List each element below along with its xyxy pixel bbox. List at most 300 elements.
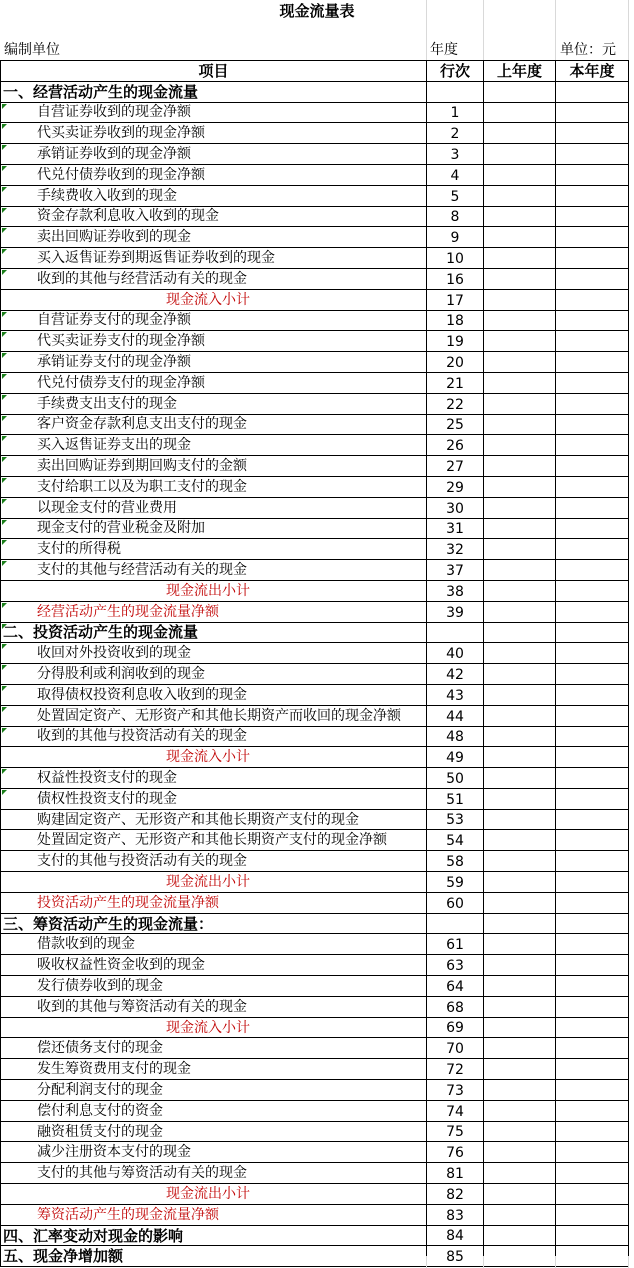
last-year-cell[interactable] <box>484 788 556 809</box>
last-year-cell[interactable] <box>484 1017 556 1038</box>
table-row <box>1 601 629 622</box>
table-row <box>1 934 629 955</box>
table-row <box>1 227 629 248</box>
this-year-cell[interactable] <box>556 1204 629 1225</box>
line-no-cell[interactable]: 74 <box>427 1100 484 1121</box>
last-year-cell[interactable] <box>484 518 556 539</box>
item-cell[interactable] <box>1 872 427 893</box>
last-year-cell[interactable] <box>484 1059 556 1080</box>
last-year-cell[interactable] <box>484 1204 556 1225</box>
this-year-cell[interactable] <box>556 809 629 830</box>
line-no-cell[interactable]: 72 <box>427 1059 484 1080</box>
item-label: 卖出回购证券收到的现金 <box>37 229 191 246</box>
line-no-cell[interactable]: 16 <box>427 268 484 289</box>
item-cell[interactable] <box>1 643 427 664</box>
this-year-cell[interactable] <box>556 1017 629 1038</box>
unit-label[interactable]: 编制单位 <box>4 42 60 58</box>
this-year-cell[interactable] <box>556 435 629 456</box>
line-no-cell[interactable]: 75 <box>427 1121 484 1142</box>
table-row <box>1 955 629 976</box>
last-year-cell[interactable] <box>484 372 556 393</box>
item-label: 代兑付债券支付的现金净额 <box>37 374 205 391</box>
item-cell[interactable] <box>1 539 427 560</box>
item-cell[interactable] <box>1 164 427 185</box>
line-no-cell[interactable]: 76 <box>427 1142 484 1163</box>
line-no-cell[interactable] <box>427 913 484 934</box>
last-year-cell[interactable] <box>484 144 556 165</box>
last-year-cell[interactable] <box>484 248 556 269</box>
this-year-cell[interactable] <box>556 768 629 789</box>
line-no-cell[interactable]: 63 <box>427 955 484 976</box>
item-cell[interactable] <box>1 518 427 539</box>
item-cell[interactable] <box>1 684 427 705</box>
this-year-cell[interactable] <box>556 788 629 809</box>
currency-label[interactable]: 单位：元 <box>560 42 616 58</box>
this-year-cell[interactable] <box>556 331 629 352</box>
last-year-cell[interactable] <box>484 1080 556 1101</box>
this-year-cell[interactable] <box>556 352 629 373</box>
table-row <box>1 1038 629 1059</box>
last-year-cell[interactable] <box>484 664 556 685</box>
item-label: 处置固定资产、无形资产和其他长期资产而收回的现金净额 <box>37 707 401 724</box>
this-year-cell[interactable] <box>556 518 629 539</box>
item-label: 处置固定资产、无形资产和其他长期资产支付的现金净额 <box>37 832 387 849</box>
item-cell[interactable] <box>1 476 427 497</box>
cell-note-marker-icon <box>2 624 7 629</box>
line-no-cell[interactable]: 83 <box>427 1204 484 1225</box>
item-cell[interactable] <box>1 435 427 456</box>
item-cell[interactable] <box>1 144 427 165</box>
last-year-cell[interactable] <box>484 539 556 560</box>
last-year-cell[interactable] <box>484 185 556 206</box>
item-cell[interactable] <box>1 414 427 435</box>
item-cell[interactable] <box>1 934 427 955</box>
last-year-cell[interactable] <box>484 601 556 622</box>
item-cell[interactable] <box>1 1225 427 1246</box>
item-cell[interactable] <box>1 1246 427 1267</box>
item-label: 收到的其他与经营活动有关的现金 <box>37 270 247 287</box>
item-label: 取得债权投资利息收入收到的现金 <box>37 686 247 703</box>
item-cell[interactable] <box>1 622 427 643</box>
last-year-cell[interactable] <box>484 456 556 477</box>
col-header-last-year[interactable]: 上年度 <box>484 61 556 82</box>
last-year-cell[interactable] <box>484 1038 556 1059</box>
line-no-cell[interactable]: 60 <box>427 892 484 913</box>
line-no-cell[interactable]: 70 <box>427 1038 484 1059</box>
last-year-cell[interactable] <box>484 414 556 435</box>
col-header-item[interactable]: 项目 <box>1 61 427 82</box>
this-year-cell[interactable] <box>556 1142 629 1163</box>
item-cell[interactable] <box>1 227 427 248</box>
this-year-cell[interactable] <box>556 102 629 123</box>
table-row <box>1 518 629 539</box>
item-label: 发行债券收到的现金 <box>37 977 163 994</box>
line-no-cell[interactable]: 48 <box>427 726 484 747</box>
table-row <box>1 310 629 331</box>
cell-note-marker-icon <box>2 644 7 649</box>
last-year-cell[interactable] <box>484 206 556 227</box>
item-cell[interactable] <box>1 185 427 206</box>
item-cell[interactable] <box>1 830 427 851</box>
item-cell[interactable] <box>1 1038 427 1059</box>
item-label: 现金支付的营业税金及附加 <box>37 520 205 537</box>
last-year-cell[interactable] <box>484 81 556 102</box>
line-no-cell[interactable]: 82 <box>427 1184 484 1205</box>
last-year-cell[interactable] <box>484 851 556 872</box>
item-cell[interactable] <box>1 1080 427 1101</box>
table-row <box>1 1184 629 1205</box>
cell-note-marker-icon <box>2 769 7 774</box>
item-cell[interactable] <box>1 497 427 518</box>
this-year-cell[interactable] <box>556 643 629 664</box>
item-cell[interactable] <box>1 768 427 789</box>
this-year-cell[interactable] <box>556 664 629 685</box>
line-no-cell[interactable]: 1 <box>427 102 484 123</box>
this-year-cell[interactable] <box>556 123 629 144</box>
this-year-cell[interactable] <box>556 747 629 768</box>
table-row <box>1 705 629 726</box>
last-year-cell[interactable] <box>484 123 556 144</box>
last-year-cell[interactable] <box>484 1100 556 1121</box>
line-no-cell[interactable]: 40 <box>427 643 484 664</box>
cell-note-marker-icon <box>2 436 7 441</box>
item-label: 购建固定资产、无形资产和其他长期资产支付的现金 <box>37 811 359 828</box>
item-label: 收到的其他与投资活动有关的现金 <box>37 728 247 745</box>
this-year-cell[interactable] <box>556 726 629 747</box>
this-year-cell[interactable] <box>556 705 629 726</box>
line-no-cell[interactable] <box>427 81 484 102</box>
line-no-cell[interactable]: 84 <box>427 1225 484 1246</box>
this-year-cell[interactable] <box>556 372 629 393</box>
this-year-cell[interactable] <box>556 268 629 289</box>
item-cell[interactable] <box>1 1121 427 1142</box>
last-year-cell[interactable] <box>484 726 556 747</box>
item-cell[interactable] <box>1 372 427 393</box>
table-row <box>1 1225 629 1246</box>
this-year-cell[interactable] <box>556 476 629 497</box>
table-row <box>1 768 629 789</box>
cell-note-marker-icon <box>2 270 7 275</box>
line-no-cell[interactable]: 10 <box>427 248 484 269</box>
this-year-cell[interactable] <box>556 393 629 414</box>
line-no-cell[interactable]: 38 <box>427 580 484 601</box>
this-year-cell[interactable] <box>556 144 629 165</box>
col-header-this-year[interactable]: 本年度 <box>556 61 629 82</box>
item-label: 债权性投资支付的现金 <box>37 790 177 807</box>
this-year-cell[interactable] <box>556 1163 629 1184</box>
line-no-cell[interactable]: 32 <box>427 539 484 560</box>
cell-note-marker-icon <box>2 707 7 712</box>
last-year-cell[interactable] <box>484 331 556 352</box>
table-row <box>1 123 629 144</box>
cell-note-marker-icon <box>2 187 7 192</box>
line-no-cell[interactable]: 37 <box>427 560 484 581</box>
line-no-cell[interactable]: 30 <box>427 497 484 518</box>
table-row <box>1 414 629 435</box>
table-row <box>1 1246 629 1267</box>
line-no-cell[interactable]: 5 <box>427 185 484 206</box>
last-year-cell[interactable] <box>484 1246 556 1267</box>
this-year-cell[interactable] <box>556 601 629 622</box>
item-cell[interactable] <box>1 1142 427 1163</box>
line-no-cell[interactable]: 53 <box>427 809 484 830</box>
this-year-cell[interactable] <box>556 851 629 872</box>
line-no-cell[interactable]: 26 <box>427 435 484 456</box>
this-year-cell[interactable] <box>556 1080 629 1101</box>
item-cell[interactable] <box>1 705 427 726</box>
last-year-cell[interactable] <box>484 1184 556 1205</box>
last-year-cell[interactable] <box>484 1121 556 1142</box>
line-no-cell[interactable]: 21 <box>427 372 484 393</box>
item-cell[interactable] <box>1 1204 427 1225</box>
item-cell[interactable] <box>1 851 427 872</box>
line-no-cell[interactable] <box>427 622 484 643</box>
this-year-cell[interactable] <box>556 892 629 913</box>
this-year-cell[interactable] <box>556 996 629 1017</box>
line-no-cell[interactable]: 64 <box>427 976 484 997</box>
this-year-cell[interactable] <box>556 1121 629 1142</box>
table-row <box>1 809 629 830</box>
item-cell[interactable] <box>1 289 427 310</box>
cell-note-marker-icon <box>2 208 7 213</box>
last-year-cell[interactable] <box>484 996 556 1017</box>
line-no-cell[interactable]: 68 <box>427 996 484 1017</box>
item-label: 四、汇率变动对现金的影响 <box>3 1226 184 1245</box>
item-cell[interactable] <box>1 1100 427 1121</box>
cell-note-marker-icon <box>2 520 7 525</box>
line-no-cell[interactable]: 29 <box>427 476 484 497</box>
item-cell[interactable] <box>1 331 427 352</box>
item-label: 手续费收入收到的现金 <box>37 187 177 204</box>
line-no-cell[interactable]: 3 <box>427 144 484 165</box>
item-cell[interactable] <box>1 913 427 934</box>
item-cell[interactable] <box>1 268 427 289</box>
item-cell[interactable] <box>1 664 427 685</box>
this-year-cell[interactable] <box>556 248 629 269</box>
line-no-cell[interactable]: 51 <box>427 788 484 809</box>
item-cell[interactable] <box>1 1163 427 1184</box>
item-cell[interactable] <box>1 352 427 373</box>
line-no-cell[interactable]: 69 <box>427 1017 484 1038</box>
cell-note-marker-icon <box>2 249 7 254</box>
last-year-cell[interactable] <box>484 892 556 913</box>
item-cell[interactable] <box>1 393 427 414</box>
item-cell[interactable] <box>1 1017 427 1038</box>
line-no-cell[interactable]: 9 <box>427 227 484 248</box>
gridline <box>628 1256 629 1268</box>
last-year-cell[interactable] <box>484 164 556 185</box>
year-label[interactable]: 年度 <box>430 42 458 58</box>
this-year-cell[interactable] <box>556 289 629 310</box>
last-year-cell[interactable] <box>484 476 556 497</box>
this-year-cell[interactable] <box>556 227 629 248</box>
table-row <box>1 393 629 414</box>
last-year-cell[interactable] <box>484 1142 556 1163</box>
last-year-cell[interactable] <box>484 934 556 955</box>
item-cell[interactable] <box>1 996 427 1017</box>
line-no-cell[interactable]: 42 <box>427 664 484 685</box>
this-year-cell[interactable] <box>556 913 629 934</box>
item-cell[interactable] <box>1 809 427 830</box>
table-row <box>1 560 629 581</box>
item-cell[interactable] <box>1 955 427 976</box>
last-year-cell[interactable] <box>484 747 556 768</box>
last-year-cell[interactable] <box>484 310 556 331</box>
item-cell[interactable] <box>1 747 427 768</box>
item-label: 收到的其他与筹资活动有关的现金 <box>37 998 247 1015</box>
this-year-cell[interactable] <box>556 497 629 518</box>
item-cell[interactable] <box>1 788 427 809</box>
last-year-cell[interactable] <box>484 913 556 934</box>
item-label: 代兑付债券收到的现金净额 <box>37 166 205 183</box>
line-no-cell[interactable]: 73 <box>427 1080 484 1101</box>
item-label: 现金流出小计 <box>166 873 250 890</box>
last-year-cell[interactable] <box>484 830 556 851</box>
item-label: 吸收权益性资金收到的现金 <box>37 957 205 974</box>
item-label: 承销证券收到的现金净额 <box>37 146 191 163</box>
line-no-cell[interactable]: 54 <box>427 830 484 851</box>
line-no-cell[interactable]: 19 <box>427 331 484 352</box>
last-year-cell[interactable] <box>484 768 556 789</box>
table-row <box>1 643 629 664</box>
item-label: 现金流入小计 <box>166 1019 250 1036</box>
line-no-cell[interactable]: 39 <box>427 601 484 622</box>
this-year-cell[interactable] <box>556 830 629 851</box>
line-no-cell[interactable]: 18 <box>427 310 484 331</box>
line-no-cell[interactable]: 81 <box>427 1163 484 1184</box>
last-year-cell[interactable] <box>484 393 556 414</box>
this-year-cell[interactable] <box>556 1184 629 1205</box>
item-label: 现金流入小计 <box>166 749 250 766</box>
cell-note-marker-icon <box>2 312 7 317</box>
last-year-cell[interactable] <box>484 872 556 893</box>
last-year-cell[interactable] <box>484 955 556 976</box>
table-row <box>1 976 629 997</box>
last-year-cell[interactable] <box>484 497 556 518</box>
last-year-cell[interactable] <box>484 976 556 997</box>
item-cell[interactable] <box>1 580 427 601</box>
last-year-cell[interactable] <box>484 560 556 581</box>
this-year-cell[interactable] <box>556 955 629 976</box>
item-cell[interactable] <box>1 892 427 913</box>
last-year-cell[interactable] <box>484 705 556 726</box>
this-year-cell[interactable] <box>556 684 629 705</box>
last-year-cell[interactable] <box>484 622 556 643</box>
this-year-cell[interactable] <box>556 580 629 601</box>
line-no-cell[interactable]: 49 <box>427 747 484 768</box>
line-no-cell[interactable]: 2 <box>427 123 484 144</box>
this-year-cell[interactable] <box>556 164 629 185</box>
line-no-cell[interactable]: 22 <box>427 393 484 414</box>
line-no-cell[interactable]: 8 <box>427 206 484 227</box>
this-year-cell[interactable] <box>556 934 629 955</box>
last-year-cell[interactable] <box>484 289 556 310</box>
item-cell[interactable] <box>1 123 427 144</box>
table-row <box>1 1142 629 1163</box>
last-year-cell[interactable] <box>484 684 556 705</box>
last-year-cell[interactable] <box>484 1225 556 1246</box>
item-cell[interactable] <box>1 560 427 581</box>
last-year-cell[interactable] <box>484 580 556 601</box>
item-cell[interactable] <box>1 1184 427 1205</box>
line-no-cell[interactable]: 20 <box>427 352 484 373</box>
line-no-cell[interactable]: 4 <box>427 164 484 185</box>
this-year-cell[interactable] <box>556 185 629 206</box>
line-no-cell[interactable]: 17 <box>427 289 484 310</box>
line-no-cell[interactable]: 59 <box>427 872 484 893</box>
item-cell[interactable] <box>1 102 427 123</box>
this-year-cell[interactable] <box>556 1246 629 1267</box>
line-no-cell[interactable]: 50 <box>427 768 484 789</box>
line-no-cell[interactable]: 85 <box>427 1246 484 1267</box>
last-year-cell[interactable] <box>484 268 556 289</box>
cell-note-marker-icon <box>2 790 7 795</box>
item-label: 二、投资活动产生的现金流量 <box>3 623 199 642</box>
table-row <box>1 1059 629 1080</box>
item-cell[interactable] <box>1 248 427 269</box>
item-cell[interactable] <box>1 976 427 997</box>
cell-note-marker-icon <box>2 395 7 400</box>
this-year-cell[interactable] <box>556 1225 629 1246</box>
last-year-cell[interactable] <box>484 435 556 456</box>
this-year-cell[interactable] <box>556 976 629 997</box>
cell-note-marker-icon <box>2 728 7 733</box>
line-no-cell[interactable]: 27 <box>427 456 484 477</box>
line-no-cell[interactable]: 31 <box>427 518 484 539</box>
item-cell[interactable] <box>1 456 427 477</box>
item-cell[interactable] <box>1 1059 427 1080</box>
table-row <box>1 913 629 934</box>
item-label: 分配利润支付的现金 <box>37 1081 163 1098</box>
this-year-cell[interactable] <box>556 872 629 893</box>
this-year-cell[interactable] <box>556 539 629 560</box>
line-no-cell[interactable]: 43 <box>427 684 484 705</box>
item-label: 以现金支付的营业费用 <box>37 499 177 516</box>
item-cell[interactable] <box>1 81 427 102</box>
item-cell[interactable] <box>1 206 427 227</box>
this-year-cell[interactable] <box>556 1038 629 1059</box>
this-year-cell[interactable] <box>556 1059 629 1080</box>
this-year-cell[interactable] <box>556 560 629 581</box>
this-year-cell[interactable] <box>556 414 629 435</box>
line-no-cell[interactable]: 44 <box>427 705 484 726</box>
line-no-cell[interactable]: 61 <box>427 934 484 955</box>
item-cell[interactable] <box>1 601 427 622</box>
table-row <box>1 289 629 310</box>
this-year-cell[interactable] <box>556 81 629 102</box>
cell-note-marker-icon <box>2 499 7 504</box>
item-cell[interactable] <box>1 310 427 331</box>
table-row <box>1 622 629 643</box>
last-year-cell[interactable] <box>484 809 556 830</box>
last-year-cell[interactable] <box>484 227 556 248</box>
this-year-cell[interactable] <box>556 1100 629 1121</box>
this-year-cell[interactable] <box>556 622 629 643</box>
last-year-cell[interactable] <box>484 352 556 373</box>
cell-note-marker-icon <box>2 457 7 462</box>
line-no-cell[interactable]: 25 <box>427 414 484 435</box>
sheet-title[interactable]: 现金流量表 <box>279 2 355 20</box>
last-year-cell[interactable] <box>484 643 556 664</box>
this-year-cell[interactable] <box>556 456 629 477</box>
line-no-cell[interactable]: 58 <box>427 851 484 872</box>
this-year-cell[interactable] <box>556 310 629 331</box>
item-cell[interactable] <box>1 726 427 747</box>
col-header-line-no[interactable]: 行次 <box>427 61 484 82</box>
last-year-cell[interactable] <box>484 1163 556 1184</box>
this-year-cell[interactable] <box>556 206 629 227</box>
last-year-cell[interactable] <box>484 102 556 123</box>
